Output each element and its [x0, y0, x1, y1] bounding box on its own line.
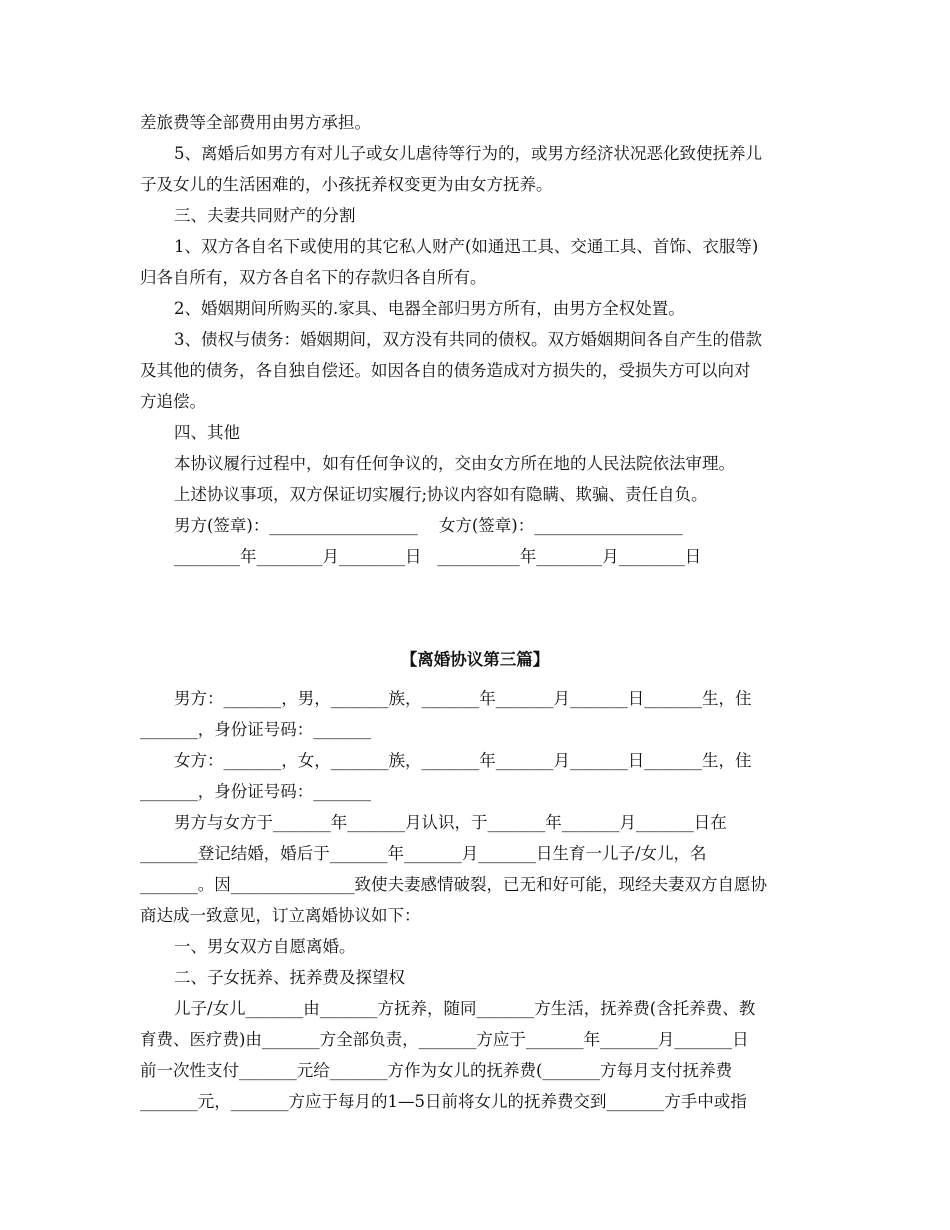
section-heading: 二、子女抚养、抚养费及探望权: [174, 968, 405, 987]
paragraph-line: 2、婚姻期间所购买的.家具、电器全部归男方所有，由男方全权处置。: [174, 299, 685, 318]
paragraph-line: _______元，_______方应于每月的1—5日前将女儿的抚养费交到_______方手中或指: [140, 1092, 747, 1111]
date-line: ________年________月________日 __________年________月________日: [174, 547, 702, 566]
paragraph-line: 上述协议事项，双方保证切实履行;协议内容如有隐瞒、欺骗、责任自负。: [174, 485, 708, 504]
paragraph-line: 商达成一致意见，订立离婚协议如下：: [140, 906, 421, 925]
paragraph-line: 差旅费等全部费用由男方承担。: [140, 113, 371, 132]
paragraph-line: 子及女儿的生活困难的，小孩抚养权变更为由女方抚养。: [140, 175, 553, 194]
paragraph-line: _______，身份证号码：_______: [140, 720, 371, 739]
paragraph-line: 3、债权与债务：婚姻期间，双方没有共同的债权。双方婚姻期间各自产生的借款: [174, 330, 762, 349]
paragraph-line: 儿子/女儿_______由_______方抚养，随同_______方生活，抚养费(含托养费、教: [174, 999, 756, 1018]
paragraph-line: 育费、医疗费)由_______方全部负责，_______方应于_______年_______月_______日: [140, 1030, 749, 1049]
paragraph-line: 5、离婚后如男方有对儿子或女儿虐待等行为的，或男方经济状况恶化致使抚养儿: [174, 144, 762, 163]
paragraph-line: 女方：_______，女，_______族，_______年_______月_______日_______生，住: [174, 751, 752, 770]
paragraph-line: 方追偿。: [140, 392, 206, 411]
paragraph-line: _______登记结婚，婚后于_______年_______月_______日生育一儿子/女儿，名: [140, 844, 707, 863]
paragraph-line: 本协议履行过程中，如有任何争议的，交由女方所在地的人民法院依法审理。: [174, 454, 735, 473]
paragraph-line: _______。因_______________致使夫妻感情破裂，已无和好可能，现经夫妻双方自愿协: [140, 875, 767, 894]
paragraph-line: 归各自所有，双方各自名下的存款归各自所有。: [140, 268, 487, 287]
signature-line: 男方(签章)：__________________ 女方(签章)：__________________: [174, 516, 683, 535]
paragraph-line: 男方与女方于_______年_______月认识，于_______年_______月_______日在: [174, 813, 727, 832]
section-title: 【离婚协议第三篇】: [400, 650, 550, 669]
paragraph-line: 前一次性支付_______元给_______方作为女儿的抚养费(_______方每月支付抚养费: [140, 1061, 733, 1080]
section-heading: 一、男女双方自愿离婚。: [174, 937, 356, 956]
section-heading: 四、其他: [174, 423, 240, 442]
section-heading: 三、夫妻共同财产的分割: [174, 206, 356, 225]
paragraph-line: 及其他的债务，各自独自偿还。如因各自的债务造成对方损失的，受损失方可以向对: [140, 361, 751, 380]
paragraph-line: 男方：_______，男，_______族，_______年_______月_______日_______生，住: [174, 689, 752, 708]
paragraph-line: _______，身份证号码：_______: [140, 782, 371, 801]
paragraph-line: 1、双方各自名下或使用的其它私人财产(如通迅工具、交通工具、首饰、衣服等): [174, 237, 759, 256]
